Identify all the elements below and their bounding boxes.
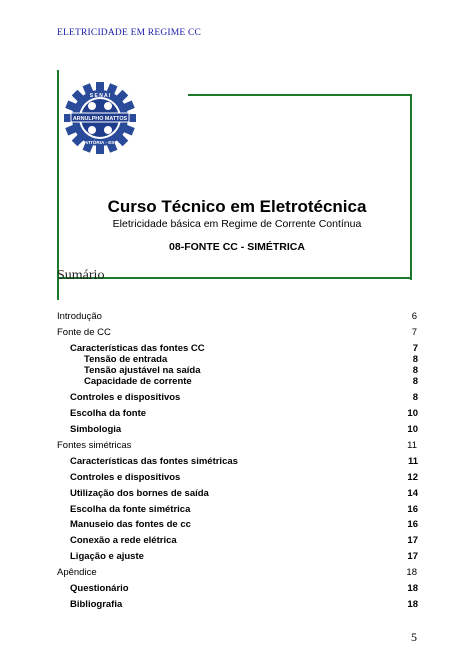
course-subtitle: Eletricidade básica em Regime de Corrente Contínua <box>112 218 362 230</box>
running-header: ELETRICIDADE EM REGIME CC <box>57 28 202 38</box>
toc-entry[interactable] <box>70 472 418 483</box>
toc-entry-label: Manuseio das fontes de cc <box>70 519 191 530</box>
senai-logo <box>64 82 136 154</box>
toc-entry-page: 18 <box>407 583 418 594</box>
toc-entry[interactable] <box>70 504 418 515</box>
toc-entry-page: 17 <box>407 535 418 546</box>
toc-entry-label: Fontes simétricas <box>57 440 132 451</box>
toc-entry-page: 6 <box>411 311 417 322</box>
toc-entry[interactable] <box>57 327 417 338</box>
toc-entry-page: 12 <box>407 472 418 483</box>
toc-entry[interactable] <box>57 311 417 322</box>
toc-entry[interactable] <box>70 456 418 467</box>
toc-entry[interactable] <box>70 535 418 546</box>
toc-entry-label: Escolha da fonte simétrica <box>70 504 191 515</box>
toc-entry[interactable] <box>70 424 418 435</box>
toc-entry[interactable] <box>84 376 418 387</box>
toc-entry-label: Controles e dispositivos <box>70 472 181 483</box>
toc-entry[interactable] <box>70 408 418 419</box>
toc-entry-label: Características das fontes simétricas <box>70 456 238 467</box>
toc-entry[interactable] <box>70 599 418 610</box>
toc-entry-page: 18 <box>406 567 417 578</box>
toc-entry-page: 8 <box>412 376 418 387</box>
toc-entry-page: 14 <box>407 488 418 499</box>
toc-entry[interactable] <box>70 519 418 530</box>
toc-entry[interactable] <box>84 354 418 365</box>
logo-bottom-text: VITÓRIA - ES <box>85 140 115 145</box>
toc-entry[interactable] <box>70 343 418 354</box>
toc-entry[interactable] <box>70 488 418 499</box>
toc-entry-label: Tensão ajustável na saída <box>84 365 201 376</box>
frame-line-left <box>57 70 59 300</box>
toc-entry-label: Conexão a rede elétrica <box>70 535 177 546</box>
toc-entry[interactable] <box>57 567 417 578</box>
toc-entry-label: Introdução <box>57 311 102 322</box>
toc-entry-label: Tensão de entrada <box>84 354 168 365</box>
toc-entry-label: Simbologia <box>70 424 122 435</box>
toc-heading: Sumário <box>57 268 105 283</box>
toc-entry-page: 17 <box>407 551 418 562</box>
toc-entry-page: 11 <box>407 456 418 467</box>
course-title: Curso Técnico em Eletrotécnica <box>107 197 367 216</box>
frame-line-bottom <box>57 277 412 279</box>
toc-entry-page: 8 <box>412 354 418 365</box>
toc-entry-label: Controles e dispositivos <box>70 392 181 403</box>
toc-entry-page: 8 <box>412 365 418 376</box>
module-title: 08-FONTE CC - SIMÉTRICA <box>169 241 305 253</box>
logo-name-text: ARNULPHO MATTOS <box>72 116 128 122</box>
toc-entry-page: 11 <box>407 440 417 451</box>
toc-entry-label: Escolha da fonte <box>70 408 147 419</box>
toc-entry-page: 16 <box>407 504 418 515</box>
toc-entry-page: 7 <box>412 343 418 354</box>
toc-entry-label: Características das fontes CC <box>70 343 205 354</box>
toc-entry-label: Ligação e ajuste <box>70 551 144 562</box>
toc-entry-label: Apêndice <box>57 567 97 578</box>
toc-entry[interactable] <box>70 583 418 594</box>
logo-top-text: S E N A I <box>89 93 111 99</box>
toc-entry-page: 10 <box>407 408 418 419</box>
toc-entry-label: Fonte de CC <box>57 327 111 338</box>
toc-entry[interactable] <box>84 365 418 376</box>
toc-entry-page: 16 <box>407 519 418 530</box>
toc-entry-label: Bibliografia <box>70 599 123 610</box>
toc-entry-page: 18 <box>407 599 418 610</box>
frame-line-top <box>188 94 412 96</box>
toc-entry-page: 7 <box>411 327 417 338</box>
page-number: 5 <box>411 630 417 644</box>
gear-logo-icon <box>64 82 136 154</box>
toc-entry-page: 8 <box>412 392 418 403</box>
toc-entry[interactable] <box>70 392 418 403</box>
toc-entry-label: Questionário <box>70 583 129 594</box>
toc-entry-label: Capacidade de corrente <box>84 376 192 387</box>
toc-entry[interactable] <box>70 551 418 562</box>
toc-entry[interactable] <box>57 440 417 451</box>
toc-entry-page: 10 <box>407 424 418 435</box>
toc-entry-label: Utilização dos bornes de saída <box>70 488 209 499</box>
